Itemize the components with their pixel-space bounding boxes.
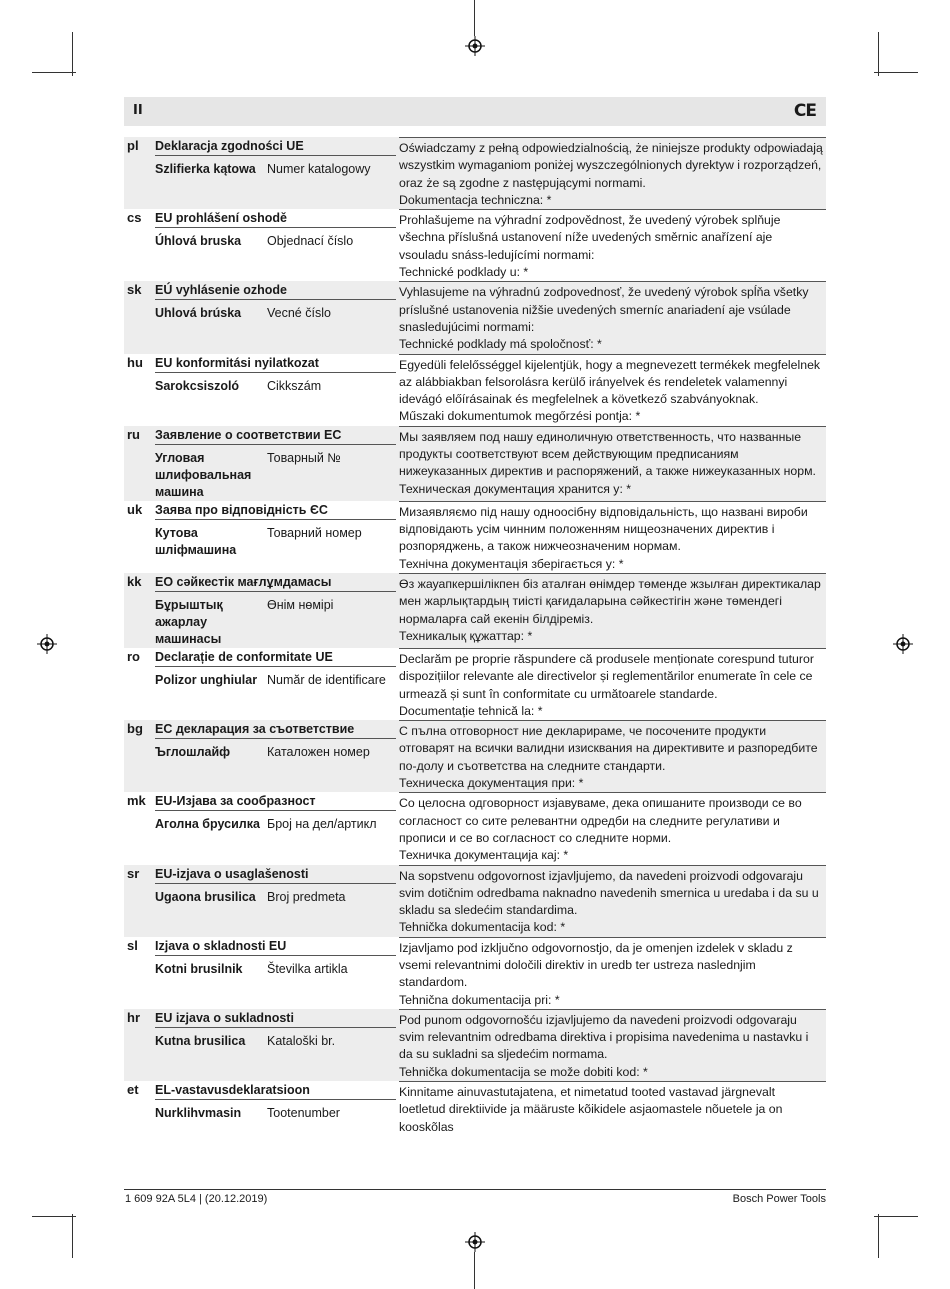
declaration-section — [124, 501, 826, 573]
article-number-label: Cikkszám — [267, 378, 322, 393]
declaration-title: Declarație de conformitate UE — [155, 648, 396, 667]
article-number-label: Tootenumber — [267, 1106, 340, 1121]
declaration-text — [399, 209, 826, 281]
crop-mark — [874, 72, 918, 73]
declaration-section — [124, 209, 826, 281]
technical-documentation: Техническая документация хранится у: * — [399, 481, 632, 496]
declaration-text — [399, 137, 826, 209]
article-number-label: Vecné číslo — [267, 306, 331, 321]
article-number-label: Objednací číslo — [267, 234, 354, 249]
article-number-label: Kataloški br. — [267, 1033, 336, 1048]
declaration-header — [155, 501, 396, 573]
article-number-label: Каталожен номер — [267, 745, 370, 760]
product-name: Бұрыштық ажарлау машинасы — [155, 597, 223, 646]
crop-mark — [874, 1216, 918, 1217]
language-code: sl — [127, 937, 138, 953]
technical-documentation: Техническа документация при: * — [399, 776, 584, 791]
registration-mark-line — [474, 1252, 475, 1289]
article-number-label: Товарний номер — [267, 525, 362, 540]
language-code: ru — [127, 426, 140, 442]
crop-mark — [72, 32, 73, 76]
declaration-body: Egyedüli felelősséggel kijelentjük, hogy a megnevezett termékek megfelelnek az alábbiakban felsorolásra kerülő irányelvek és rendeletek valamennyi idevágó előírásainak és megfelelnek a következő szabványoknak. — [399, 357, 821, 407]
declaration-title: Izjava o skladnosti EU — [155, 937, 396, 956]
technical-documentation: Техникалық құжаттар: * — [399, 628, 533, 643]
language-code: hu — [127, 354, 143, 370]
declaration-text — [399, 1081, 826, 1136]
product-name: Кутова шліфмашина — [155, 525, 237, 557]
declaration-text — [399, 426, 826, 501]
declaration-title: Deklaracja zgodności UE — [155, 137, 396, 156]
declaration-body: Өз жауапкершілікпен біз аталған өнімдер төменде жзылған директикалар мен жарлықтардың тиісті қағидаларына сәйкестігін және төмендегі нормаларға сай екенін білдіреміз. — [399, 576, 821, 626]
crop-mark — [878, 1214, 879, 1258]
crop-mark — [72, 1214, 73, 1258]
declaration-text — [399, 865, 826, 937]
declaration-header — [155, 792, 396, 864]
language-code: uk — [127, 501, 143, 517]
crop-mark — [32, 72, 76, 73]
declaration-title: EU konformitási nyilatkozat — [155, 354, 396, 373]
article-number-label: Өнім нөмірі — [267, 597, 334, 612]
page-header — [124, 97, 826, 126]
product-name: Szlifierka kątowa — [155, 162, 256, 176]
language-code: kk — [127, 573, 142, 589]
declaration-body: Vyhlasujeme na výhradnú zodpovednosť, že uvedený výrobok spĺňa všetky príslušné ustanovenia nižšie uvedených smerníc anariadení aje vsúlade snasledujúcimi normami: — [399, 285, 809, 334]
registration-mark-icon — [465, 1232, 485, 1252]
language-code: et — [127, 1082, 139, 1098]
declaration-text — [399, 648, 826, 720]
declaration-body: Kinnitame ainuvastutajatena, et nimetatud tooted vastavad järgnevalt loetletud direktiivide ja määruste kõikidele asjaomastele nõuetele ja on kooskõlas — [399, 1085, 783, 1134]
declaration-text — [399, 573, 826, 648]
declaration-text — [399, 937, 826, 1009]
declaration-title: ЕU-Изјава за сообразност — [155, 792, 396, 811]
declaration-header — [155, 209, 396, 281]
product-name: Ъглошлайф — [155, 745, 231, 760]
article-number-label: Număr de identificare — [267, 672, 386, 687]
declaration-body: С пълна отговорност ние декларираме, че посочените продукти отговарят на всички валидни изисквания на директивите и разпоредбите по-долу и съответства на следните стандарти. — [399, 724, 818, 773]
declaration-text — [399, 281, 826, 353]
publisher: Bosch Power Tools — [732, 1193, 826, 1205]
declaration-body: Declarăm pe proprie răspundere că produsele menționate corespund tuturor dispozițiilor relevante ale directivelor și reglementărilor enumerate în cele ce urmează și sunt în conformitate cu următoarele standarde. — [399, 651, 814, 701]
language-code: sk — [127, 282, 142, 298]
technical-documentation: Műszaki dokumentumok megőrzési pontja: * — [399, 409, 641, 424]
declaration-body: Prohlašujeme na výhradní zodpovědnost, že uvedený výrobek splňuje všechna příslušná ustanovení níže uvedených směrnic anařízení aje vsouladu snáss-ledujícími normami: — [399, 213, 781, 262]
registration-mark-icon — [893, 634, 913, 654]
declaration-title: Заява про відповідність ЄС — [155, 501, 396, 520]
technical-documentation: Tehnična dokumentacija pri: * — [399, 992, 560, 1007]
declaration-section — [124, 573, 826, 648]
declaration-header — [155, 137, 396, 209]
declaration-section — [124, 137, 826, 209]
declaration-body: Мизаявляємо під нашу одноосібну відповідальність, що названі вироби відповідають усім чинним положенням нищеозначених директив і розпоряджень, а також нижчеозначеним нормам. — [399, 504, 808, 554]
declaration-section — [124, 281, 826, 353]
article-number-label: Numer katalogowy — [267, 162, 371, 176]
product-name: Аголна брусилка — [155, 817, 260, 832]
declaration-title: Заявление о соответствии ЕС — [155, 426, 396, 445]
technical-documentation: Tehnička dokumentacija kod: * — [399, 920, 566, 935]
product-name: Uhlová brúska — [155, 306, 242, 321]
declaration-header — [155, 648, 396, 720]
footer-rule — [124, 1189, 826, 1190]
declaration-section — [124, 792, 826, 864]
document-number: 1 609 92A 5L4 | (20.12.2019) — [125, 1193, 268, 1205]
declaration-title: EÚ vyhlásenie ozhode — [155, 281, 396, 300]
declaration-body: Na sopstvenu odgovornost izjavljujemo, da navedeni proizvodi odgovaraju svim dotičnim odredbama naknadno navedenih smernica u uredaba i da su u skladu sa sledećim standardima. — [399, 868, 819, 918]
product-name: Nurklihvmasin — [155, 1106, 242, 1121]
declaration-header — [155, 865, 396, 937]
ce-mark-icon: CE — [793, 101, 816, 121]
declaration-title: ЕО сәйкестік мағлұмдамасы — [155, 573, 396, 592]
declaration-list — [124, 137, 826, 1136]
article-number-label: Број на дел/артикл — [267, 817, 377, 832]
language-code: bg — [127, 721, 143, 737]
language-code: mk — [127, 793, 146, 809]
technical-documentation: Dokumentacja techniczna: * — [399, 192, 552, 207]
declaration-section — [124, 426, 826, 501]
technical-documentation: Technické podklady u: * — [399, 265, 529, 280]
product-name: Polizor unghiular — [155, 672, 258, 687]
declaration-text — [399, 354, 826, 426]
product-name: Sarokcsiszoló — [155, 378, 240, 393]
registration-mark-line — [474, 0, 475, 36]
declaration-section — [124, 865, 826, 937]
article-number-label: Številka artikla — [267, 961, 348, 976]
page-number: II — [133, 103, 143, 118]
crop-mark — [878, 32, 879, 76]
article-number-label: Broj predmeta — [267, 889, 346, 904]
declaration-header — [155, 281, 396, 353]
product-name: Угловая шлифовальная машина — [155, 450, 252, 499]
declaration-header — [155, 573, 396, 648]
product-name: Ugaona brusilica — [155, 889, 256, 904]
technical-documentation: Documentație tehnică la: * — [399, 703, 543, 718]
language-code: sr — [127, 865, 140, 881]
technical-documentation: Tehnička dokumentacija se može dobiti kod: * — [399, 1064, 648, 1079]
language-code: hr — [127, 1009, 140, 1025]
declaration-title: EU-izjava o usaglašenosti — [155, 865, 396, 884]
crop-mark — [32, 1216, 76, 1217]
declaration-header — [155, 354, 396, 426]
declaration-text — [399, 720, 826, 792]
declaration-text — [399, 792, 826, 864]
declaration-header — [155, 1081, 396, 1136]
product-name: Kotni brusilnik — [155, 961, 243, 976]
article-number-label: Товарный № — [267, 450, 341, 465]
product-name: Úhlová bruska — [155, 234, 242, 249]
declaration-body: Oświadczamy z pełną odpowiedzialnością, że niniejsze produkty odpowiadają wszystkim wymaganiom poniżej wyszczególnionych dyrektyw i rozporządzeń, oraz że są zgodne z następującymi normami. — [399, 141, 823, 190]
declaration-text — [399, 1009, 826, 1081]
declaration-title: EU izjava o sukladnosti — [155, 1009, 396, 1028]
registration-mark-icon — [37, 634, 57, 654]
declaration-header — [155, 937, 396, 1009]
declaration-body: Izjavljamo pod izključno odgovornostjo, da je omenjen izdelek v skladu z vsemi relevantnimi določili direktiv in uredb ter ustreza naslednjim standardom. — [399, 940, 793, 990]
declaration-text — [399, 501, 826, 573]
technical-documentation: Технічна документація зберігається у: * — [399, 556, 624, 571]
product-name: Kutna brusilica — [155, 1033, 246, 1048]
technical-documentation: Technické podklady má spoločnosť: * — [399, 337, 602, 352]
declaration-body: Со целосна одговорност изјавуваме, дека опишаните производи се во согласност со сите релевантни одредби на следните регулативи и прописи и се во согласност со следните норми. — [399, 796, 802, 845]
declaration-section — [124, 937, 826, 1009]
declaration-title: ЕС декларация за съответствие — [155, 720, 396, 739]
registration-mark-icon — [465, 36, 485, 56]
language-code: cs — [127, 210, 142, 226]
declaration-header — [155, 720, 396, 792]
declaration-title: EU prohlášení oshodě — [155, 209, 396, 228]
technical-documentation: Техничка документација кај: * — [399, 848, 569, 863]
declaration-body: Мы заявляем под нашу единоличную ответственность, что названные продукты соответствуют всем действующим предписаниям нижеуказанных директив и распоряжений, а также нижеуказанных норм. — [399, 429, 816, 479]
declaration-header — [155, 1009, 396, 1081]
language-code: pl — [127, 138, 139, 153]
declaration-section — [124, 1081, 826, 1136]
language-code: ro — [127, 648, 140, 664]
declaration-section — [124, 354, 826, 426]
declaration-section — [124, 720, 826, 792]
declaration-title: EL-vastavusdeklaratsioon — [155, 1081, 396, 1100]
declaration-header — [155, 426, 396, 501]
declaration-body: Pod punom odgovornošću izjavljujemo da navedeni proizvodi odgovaraju svim relevantnim odredbama direktiva i propisima navedenima u nastavku i da su sukladni sa sljedećim normama. — [399, 1012, 809, 1062]
declaration-section — [124, 648, 826, 720]
declaration-section — [124, 1009, 826, 1081]
